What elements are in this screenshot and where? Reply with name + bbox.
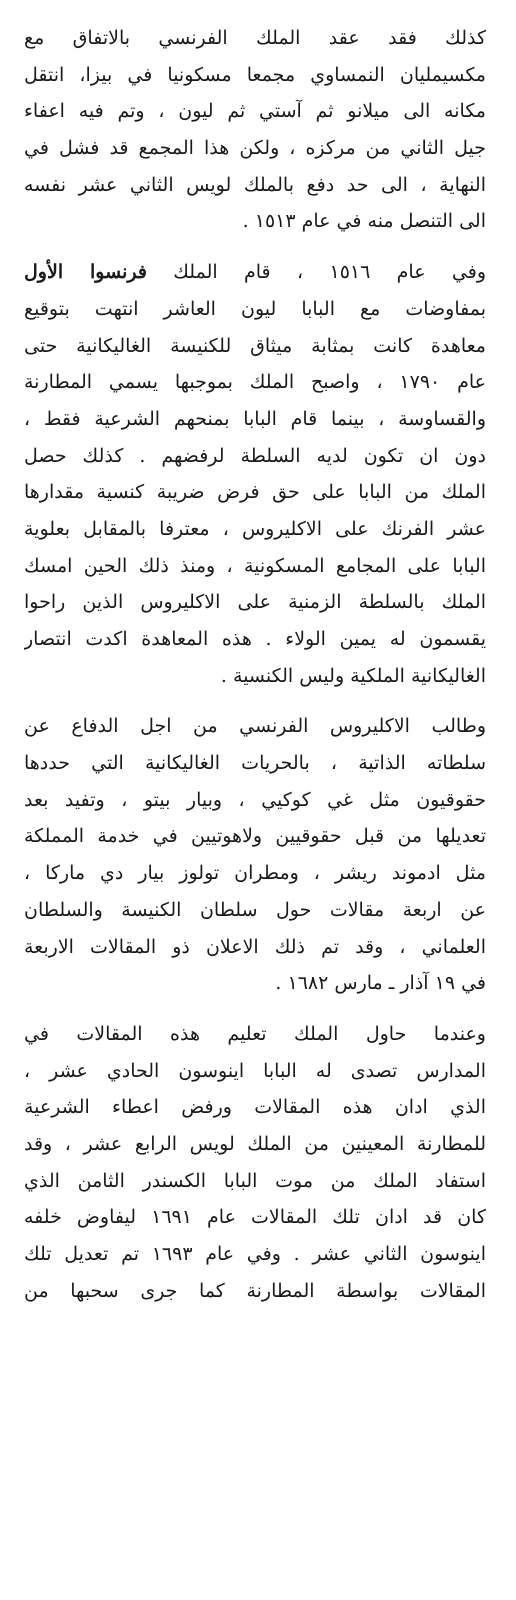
text-line: الملك بالسلطة الزمنية على الاكليروس الذين راحوا	[24, 591, 486, 614]
document-page	[24, 20, 486, 1323]
text-line: معاهدة كانت بمثابة ميثاق للكنيسة الغاليكانية حتى	[24, 334, 486, 357]
text-run: وفي عام ١٥١٦ ، قام الملك	[146, 261, 486, 284]
text-line: كذلك فقد عقد الملك الفرنسي بالاتفاق مع	[24, 27, 486, 49]
text-line: كان قد ادان تلك المقالات عام ١٦٩١ ليفاوض خلفه	[24, 1206, 486, 1229]
text-line: مثل ادموند ريشر ، ومطران تولوز بيار دي ماركا ،	[24, 862, 486, 885]
text-line: جيل الثاني من مركزه ، ولكن هذا المجمع قد فشل في	[24, 137, 486, 160]
text-line: عشر الفرنك على الاكليروس ، معترفا بالمقابل بعلوية	[24, 517, 486, 540]
text-line: حقوقيون مثل غي كوكيي ، وبيار بيتو ، وتفيد بعد	[24, 788, 486, 811]
text-line-first	[24, 254, 486, 291]
bold-king-name: فرنسوا الأول	[24, 261, 147, 284]
text-line: اينوسون الثاني عشر . وفي عام ١٦٩٣ تم تعديل تلك	[24, 1243, 486, 1265]
text-line: مكسيمليان النمساوي مجمعا مسكونيا في بيزا، انتقل	[24, 63, 486, 86]
text-line: في ١٩ آذار ـ مارس ١٦٨٢ .	[275, 972, 486, 995]
text-line: العلماني ، وقد تم ذلك الاعلان ذو المقالات الاربعة	[24, 935, 486, 958]
text-line: بمفاوضات مع البابا ليون العاشر انتهت بتوقيع	[24, 297, 486, 320]
paragraph-2	[24, 254, 486, 694]
text-line: عام ١٧٩٠ ، واصبح الملك بموجبها يسمي المطارنة	[24, 371, 486, 394]
text-line: مكانه الى ميلانو ثم آستي ثم ليون ، وتم فيه اعفاء	[24, 100, 486, 123]
text-line: الغاليكانية الملكية وليس الكنسية .	[220, 664, 486, 687]
text-line: البابا على المجامع المسكونية ، ومنذ ذلك الحين امسك	[24, 554, 486, 577]
paragraph-4	[24, 1016, 486, 1310]
text-line: الذي ادان هذه المقالات ورفض اعطاء الشرعية	[24, 1096, 486, 1119]
text-line: دون ان تكون لديه السلطة لرفضهم . كذلك حصل	[24, 444, 486, 467]
text-line: تعديلها من قبل حقوقيين ولاهوتيين في خدمة المملكة	[24, 825, 486, 848]
text-line: الى التنصل منه في عام ١٥١٣ .	[242, 210, 486, 233]
paragraph-3	[24, 708, 486, 1002]
text-line: عن اربعة مقالات حول سلطان الكنيسة والسلطان	[24, 898, 486, 921]
text-line: استفاد الملك من موت البابا الكسندر الثامن الذي	[24, 1169, 486, 1192]
text-line: وعندما حاول الملك تعليم هذه المقالات في	[24, 1022, 486, 1045]
text-line: وطالب الاكليروس الفرنسي من اجل الدفاع عن	[24, 715, 486, 738]
text-line: والقساوسة ، بينما قام البابا بمنحهم الشرعية فقط ،	[24, 407, 486, 430]
text-line: الملك من البابا على حق فرض ضريبة كنسية مقدارها	[24, 481, 486, 504]
text-line: النهاية ، الى حد دفع بالملك لويس الثاني عشر نفسه	[24, 173, 486, 196]
paragraph-1	[24, 20, 486, 240]
text-line: يقسمون له يمين الولاء . هذه المعاهدة اكدت انتصار	[24, 628, 486, 650]
text-line: المدارس تصدى له البابا اينوسون الحادي عشر ،	[24, 1059, 486, 1082]
text-line: سلطاته الذاتية ، بالحريات الغاليكانية التي حددها	[24, 752, 486, 775]
text-line: للمطارنة المعينين من الملك لويس الرابع عشر ، وقد	[24, 1132, 486, 1155]
text-line: المقالات بواسطة المطارنة كما جرى سحبها من	[24, 1279, 486, 1302]
